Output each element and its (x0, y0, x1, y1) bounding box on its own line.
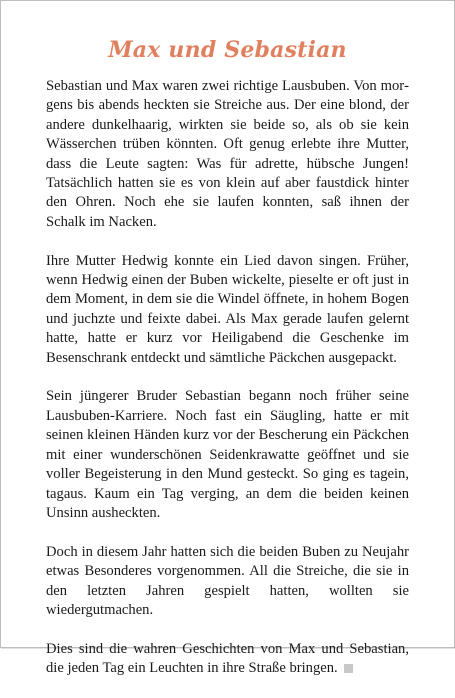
end-of-text-mark-icon (344, 664, 353, 673)
paragraph-1: Sebastian und Max waren zwei richtige Lausbuben. Von morgens bis abends heckten sie Streiche aus. Der eine blond, der andere dunkelhaarig, wirkten sie beide so, als ob sie kein Wässerchen trüben könnten. Oft genug erlebte ihre Mutter, dass die Leute sagten: Was für adrette, hübsche Jungen! Tatsächlich hatten sie es von klein auf aber faustdick hinter den Ohren. Noch ehe sie laufen konnten, saß ihnen der Schalk im Nacken. (46, 78, 409, 230)
paragraph-5 (46, 640, 409, 679)
paragraph-5-text: Dies sind die wahren Geschichten von Max und Sebastian, die jeden Tag ein Leuchten in ihre Straße bringen. (46, 640, 409, 677)
chapter-title: Max und Sebastian (108, 37, 347, 63)
paragraph-3: Sein jüngerer Bruder Sebastian begann noch früher seine Lausbuben-Karriere. Noch fast ein Säugling, hatte er mit seinen kleinen Händen kurz vor der Bescherung ein Päckchen mit einer wunderschönen Seidenkrawatte geöffnet und sie voller Begeisterung in den Mund gesteckt. So ging es tagein, tagaus. Kaum ein Tag verging, an dem die beiden keinen Unsinn ausheckten. (46, 388, 409, 521)
paragraph-2: Ihre Mutter Hedwig konnte ein Lied davon singen. Früher, wenn Hedwig einen der Buben wickelte, pieselte er oft just in dem Moment, in dem sie die Windel öffnete, in hohem Bogen und juchzte und feixte dabei. Als Max gerade laufen gelernt hatte, hatte er kurz vor Heiligabend die Geschenke im Besenschrank entdeckt und sämtliche Päckchen ausgepackt. (46, 252, 409, 366)
body-text (46, 77, 409, 698)
paragraph-4: Doch in diesem Jahr hatten sich die beiden Buben zu Neujahr etwas Besonderes vorgenommen. All die Streiche, die sie in den letzten Jahren gespielt hatten, wollten sie wiedergutmachen. (46, 543, 409, 618)
